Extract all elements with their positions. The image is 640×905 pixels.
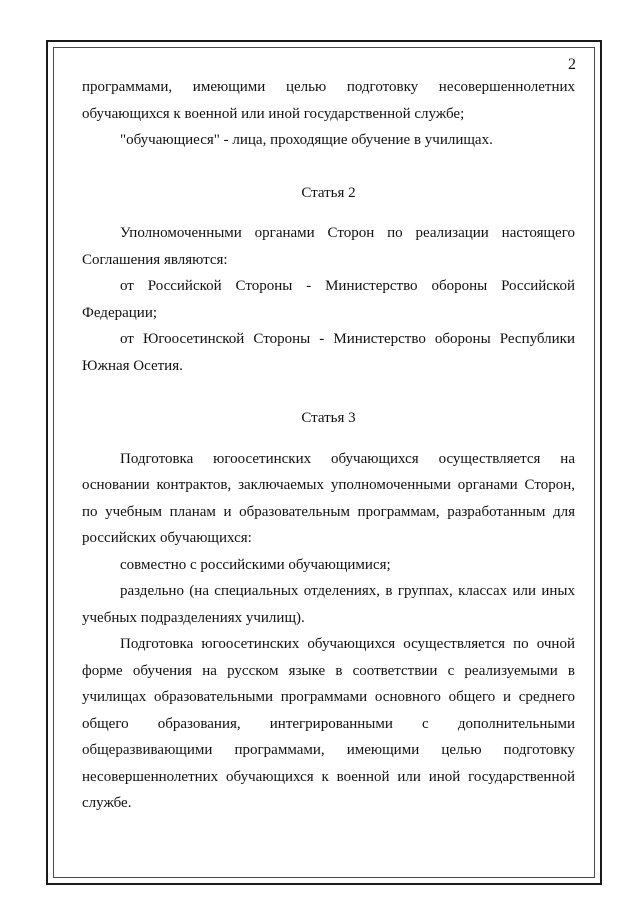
paragraph-russian-side: от Российской Стороны - Министерство обороны Российской Федерации;	[82, 278, 575, 321]
page-number: 2	[568, 56, 576, 73]
article-3-heading: Статья 3	[301, 410, 356, 426]
paragraph-definition-students: "обучающиеся" - лица, проходящие обучение в училищах.	[120, 132, 493, 148]
paragraph-separately: раздельно (на специальных отделениях, в группах, классах или иных учебных подразделениях училищ).	[82, 583, 575, 626]
paragraph-training-form: Подготовка югоосетинских обучающихся осуществляется по очной форме обучения на русском языке в соответствии с реализуемыми в училищах образовательными программами основного общего и среднего общего образования, интегрированными с дополнительными общеразвивающими программами, имеющими целью подготовку несовершеннолетних обучающихся к военной или иной государственной службе.	[82, 636, 575, 811]
paragraph-continuation: программами, имеющими целью подготовку несовершеннолетних обучающихся к военной или иной государственной службе;	[82, 79, 575, 122]
paragraph-jointly: совместно с российскими обучающимися;	[120, 556, 391, 573]
paragraph-authorized-bodies: Уполномоченными органами Сторон по реализации настоящего Соглашения являются:	[82, 225, 575, 268]
paragraph-training-basis: Подготовка югоосетинских обучающихся осуществляется на основании контрактов, заключаемых уполномоченными органами Сторон, по учебным планам и образовательным программам, разработанным для российских обучающихся:	[82, 450, 575, 546]
document-body	[82, 74, 575, 817]
paragraph-south-ossetian-side: от Югоосетинской Стороны - Министерство обороны Республики Южная Осетия.	[82, 331, 575, 374]
article-2-heading: Статья 2	[301, 184, 356, 201]
